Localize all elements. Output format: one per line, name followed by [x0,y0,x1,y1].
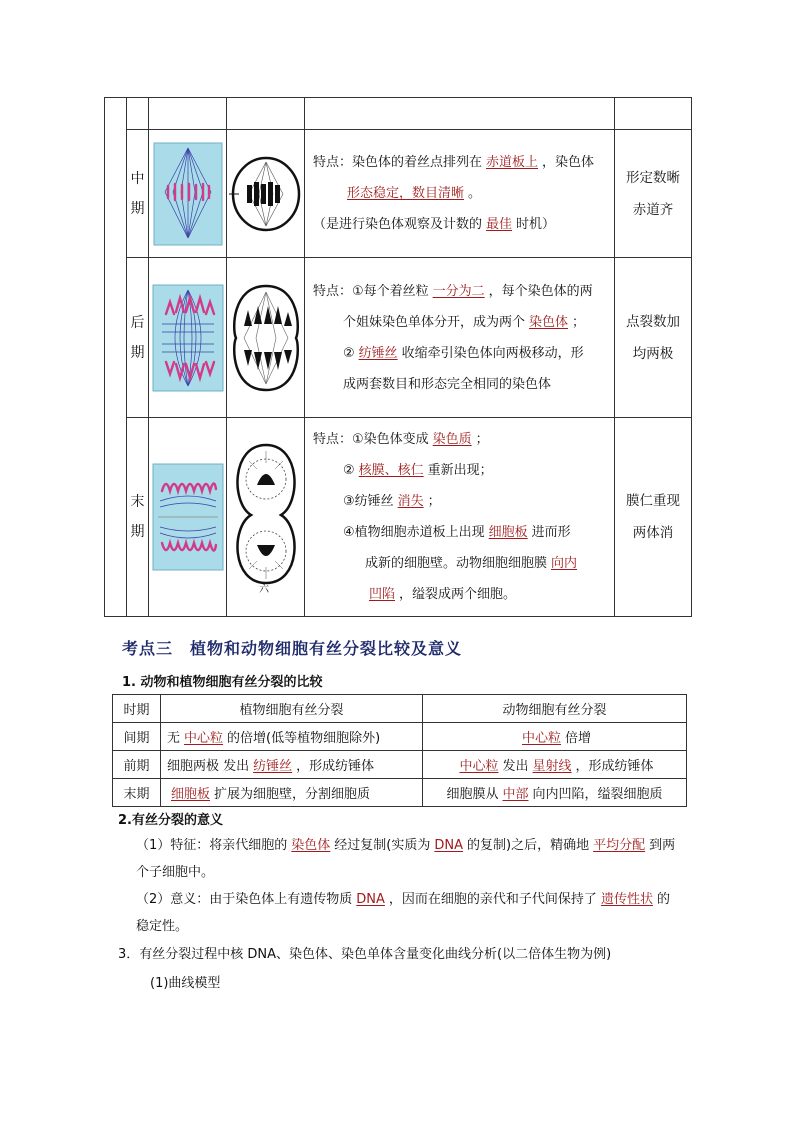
text-segment: ，每个染色体的两 [488,283,593,299]
feature-line [313,276,608,307]
feature-line [313,486,608,517]
section-heading: 考点三 植物和动物细胞有丝分裂比较及意义 [122,639,463,658]
anaphase-summary [615,258,692,418]
answer-blank: 赤道板上 [486,155,539,170]
curve-analysis-heading: 3．有丝分裂过程中核 DNA、染色体、染色单体含量变化曲线分析(以二倍体生物为例) [118,947,612,962]
plant-cell [161,751,423,779]
stage-name-anaphase [127,258,149,418]
text-segment: 的倍增(低等植物细胞除外) [227,731,381,746]
anaphase-animal-image [230,282,302,394]
table-row [113,723,687,751]
answer-blank: 中部 [502,787,529,802]
plant-cell [161,779,423,807]
text-segment: ； [572,314,586,330]
stage-name-telophase [127,418,149,617]
comparison-table [112,694,687,807]
answer-blank: 中心粒 [184,731,224,746]
period-cell: 末期 [113,779,161,807]
anaphase-features [305,258,615,418]
plant-cell-figure [149,258,227,418]
text-segment: 向内凹陷，缢裂细胞质 [532,787,663,802]
animal-cell [423,779,687,807]
text-segment: 细胞两极 发出 [167,759,250,774]
feature-line [313,209,608,240]
text-segment: 成两套数目和形态完全相同的染色体 [343,376,552,392]
answer-blank: 纺锤丝 [358,345,398,361]
answer-blank: 染色体 [291,838,331,853]
summary-line: 赤道齐 [632,201,674,218]
text-segment: 。 [468,186,482,201]
answer-blank: DNA [356,892,385,907]
text-segment: 进而形 [531,525,571,540]
answer-blank: 最佳 [486,217,513,232]
feature-line [313,517,608,548]
answer-blank: 一分为二 [432,283,485,299]
feature-line [313,147,608,178]
table-header: 植物细胞有丝分裂 [161,695,423,723]
table-row [105,258,692,418]
text-segment: ④植物细胞赤道板上出现 [343,525,485,540]
table-header: 时期 [113,695,161,723]
feature-line [313,455,608,486]
period-cell: 前期 [113,751,161,779]
text-segment: 扩展为细胞壁，分割细胞质 [214,787,371,802]
feature-line [313,338,608,369]
stage-name-char: 后 [130,314,145,331]
text-segment: ； [427,494,441,509]
metaphase-plant-image [153,142,223,246]
summary-line: 均两极 [632,345,674,362]
feature-line [313,178,608,209]
plant-cell-figure [149,130,227,258]
answer-blank: 细胞板 [171,787,211,802]
metaphase-features [305,130,615,258]
answer-blank: 凹陷 [369,587,396,602]
plant-cell [161,723,423,751]
table-row [105,98,692,130]
text-segment: ② [343,463,355,478]
feature-line [313,548,608,579]
text-segment: 重新出现； [427,463,493,478]
animal-cell [423,723,687,751]
answer-blank: 细胞板 [488,525,528,540]
text-segment: （1）特征：将亲代细胞的 [136,838,288,853]
telophase-features [305,418,615,617]
feature-paragraph [136,832,681,886]
answer-blank: 向内 [551,556,578,571]
feature-line [313,369,608,400]
feature-line [313,424,608,455]
table-header-row [113,695,687,723]
text-segment: 的稳定性。 [136,892,670,934]
stage-table [104,97,692,617]
text-segment: （2）意义：由于染色体上有遗传物质 [136,892,353,907]
text-segment: 发出 [502,759,529,774]
table-row [113,751,687,779]
metaphase-summary [615,130,692,258]
text-segment: 收缩牵引染色体向两极移动，形 [401,345,584,361]
text-segment: ② [343,345,355,361]
metaphase-animal-image [229,152,303,236]
text-segment: ③纺锤丝 [343,494,394,509]
text-segment: 特点：①每个着丝粒 [313,283,429,299]
stage-name-char: 期 [130,344,145,361]
telophase-summary [615,418,692,617]
plant-cell-figure [149,418,227,617]
telophase-plant-image [152,463,224,571]
text-segment: ； [475,432,489,447]
answer-blank: 中心粒 [521,731,561,746]
stage-name-char: 期 [130,200,145,217]
table-header: 动物细胞有丝分裂 [423,695,687,723]
text-segment: 成新的细胞壁。动物细胞细胞膜 [365,556,548,571]
feature-line [313,307,608,338]
text-segment: ，形成纺锤体 [575,759,654,774]
text-segment: 个姐妹染色单体分开，成为两个 [343,314,526,330]
text-segment: ，染色体 [542,155,595,170]
answer-blank: 形态稳定，数目清晰 [347,186,465,201]
significance-paragraph [136,886,681,940]
text-segment: 时机） [516,217,556,232]
answer-blank: 纺锤丝 [253,759,293,774]
answer-blank: 中心粒 [459,759,499,774]
outer-merged-cell [105,98,127,617]
text-segment: （是进行染色体观察及计数的 [313,217,483,232]
telophase-animal-image [229,441,303,593]
answer-blank: 消失 [397,494,424,509]
text-segment: 无 [167,731,181,746]
subsection-heading: 2.有丝分裂的意义 [118,813,223,828]
stage-name-char: 期 [130,524,145,540]
answer-blank: 染色质 [432,432,472,447]
answer-blank: 遗传性状 [600,892,653,907]
summary-line: 形定数晰 [626,169,680,186]
summary-line: 点裂数加 [626,313,680,330]
curve-model-heading: (1)曲线模型 [150,976,221,991]
text-segment: 的复制)之后，精确地 [467,838,590,853]
anaphase-plant-image [152,284,224,392]
period-cell: 间期 [113,723,161,751]
text-segment: 经过复制(实质为 [334,838,431,853]
text-segment: ，因而在细胞的亲代和子代间保持了 [388,892,597,907]
text-segment: ，缢裂成两个细胞。 [399,587,517,602]
text-segment: 到两个子细胞中。 [136,838,676,880]
answer-blank: 星射线 [532,759,572,774]
animal-cell [423,751,687,779]
feature-line [313,579,608,610]
answer-blank: 平均分配 [593,838,646,853]
answer-blank: 染色体 [529,314,569,330]
stage-name-char: 末 [130,494,145,510]
animal-cell-figure [227,418,305,617]
text-segment: ，形成纺锤体 [296,759,375,774]
subsection-heading: 1. 动物和植物细胞有丝分裂的比较 [122,675,323,690]
table-row [105,130,692,258]
text-segment: 特点：①染色体变成 [313,432,429,447]
text-segment: 细胞膜从 [446,787,499,802]
summary-line: 两体消 [632,525,674,541]
answer-blank: DNA [434,838,464,853]
text-segment: 特点：染色体的着丝点排列在 [313,155,483,170]
table-row [113,779,687,807]
text-segment: 倍增 [565,731,592,746]
stage-name-metaphase [127,130,149,258]
stage-name-char: 中 [130,170,145,187]
summary-line: 膜仁重现 [626,493,680,509]
figure-label: 六 [258,584,269,593]
table-row [105,418,692,617]
animal-cell-figure [227,130,305,258]
answer-blank: 核膜、核仁 [358,463,424,478]
animal-cell-figure [227,258,305,418]
